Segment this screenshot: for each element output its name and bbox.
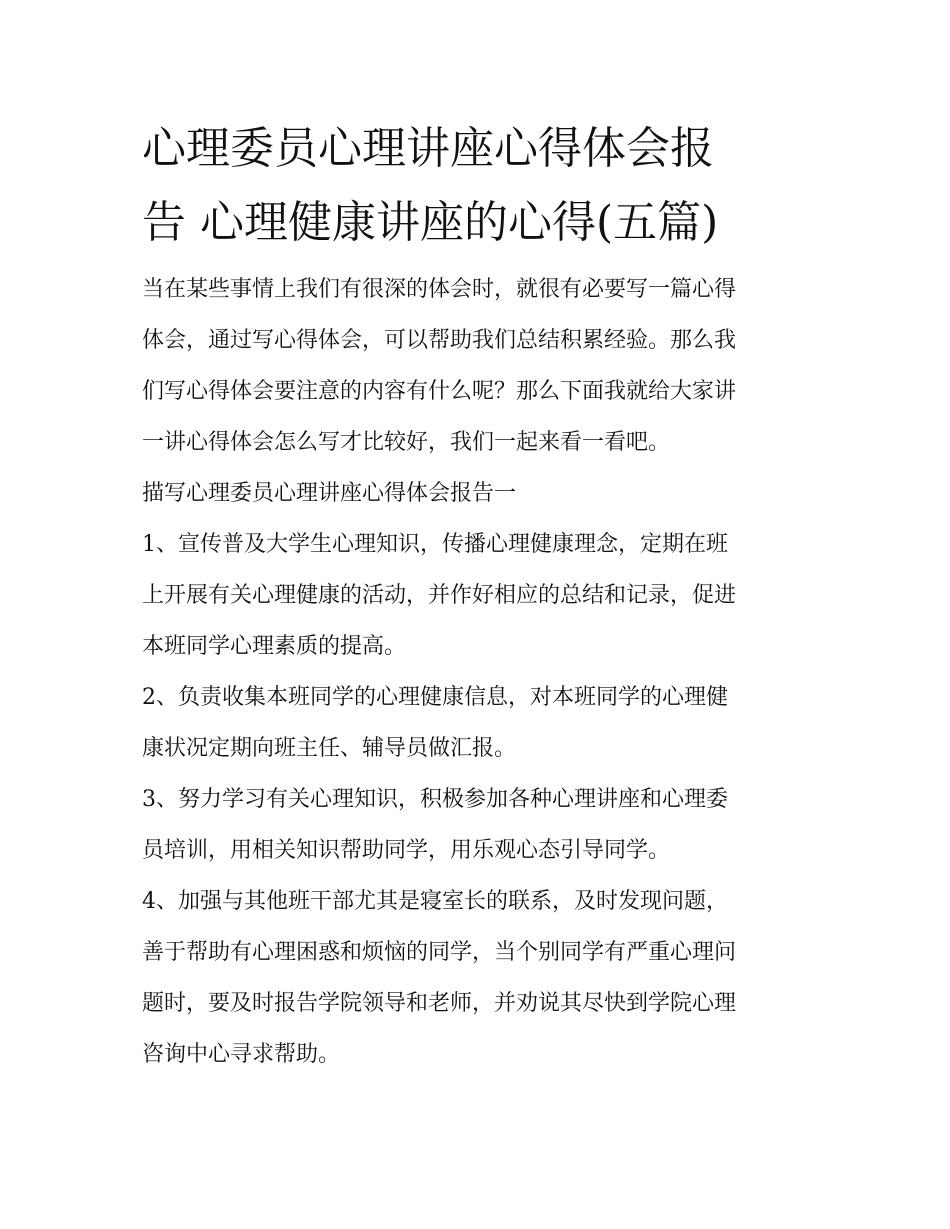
list-item-line: 4、加强与其他班干部尤其是寝室长的联系，及时发现问题，	[142, 889, 728, 914]
list-item-1	[142, 519, 822, 672]
list-item-line: 1、宣传普及大学生心理知识，传播心理健康理念，定期在班	[142, 532, 728, 557]
title-line: 告 心理健康讲座的心得(五篇)	[142, 197, 719, 248]
intro-line: 们写心得体会要注意的内容有什么呢？那么下面我就给大家讲	[142, 379, 737, 404]
document-title	[142, 112, 822, 260]
list-item-line: 员培训，用相关知识帮助同学，用乐观心态引导同学。	[142, 838, 671, 863]
list-item-line: 善于帮助有心理困惑和烦恼的同学，当个别同学有严重心理问	[142, 940, 737, 965]
intro-paragraph	[142, 264, 822, 468]
document-body	[142, 264, 822, 1080]
intro-line: 一讲心得体会怎么写才比较好，我们一起来看一看吧。	[142, 430, 671, 455]
list-item-line: 康状况定期向班主任、辅导员做汇报。	[142, 736, 517, 761]
list-item-4	[142, 876, 822, 1080]
list-item-line: 本班同学心理素质的提高。	[142, 634, 407, 659]
list-item-line: 上开展有关心理健康的活动，并作好相应的总结和记录，促进	[142, 583, 737, 608]
list-item-line: 3、努力学习有关心理知识，积极参加各种心理讲座和心理委	[142, 787, 728, 812]
title-line: 心理委员心理讲座心得体会报	[142, 123, 714, 174]
list-item-line: 2、负责收集本班同学的心理健康信息，对本班同学的心理健	[142, 685, 728, 710]
intro-line: 体会，通过写心得体会，可以帮助我们总结积累经验。那么我	[142, 328, 737, 353]
intro-line: 当在某些事情上我们有很深的体会时，就很有必要写一篇心得	[142, 277, 737, 302]
section-heading	[142, 468, 822, 519]
list-item-line: 咨询中心寻求帮助。	[142, 1042, 341, 1067]
list-item-2	[142, 672, 822, 774]
document-content	[142, 112, 822, 1080]
list-item-line: 题时，要及时报告学院领导和老师，并劝说其尽快到学院心理	[142, 991, 737, 1016]
section-heading-text: 描写心理委员心理讲座心得体会报告一	[142, 481, 517, 506]
list-item-3	[142, 774, 822, 876]
